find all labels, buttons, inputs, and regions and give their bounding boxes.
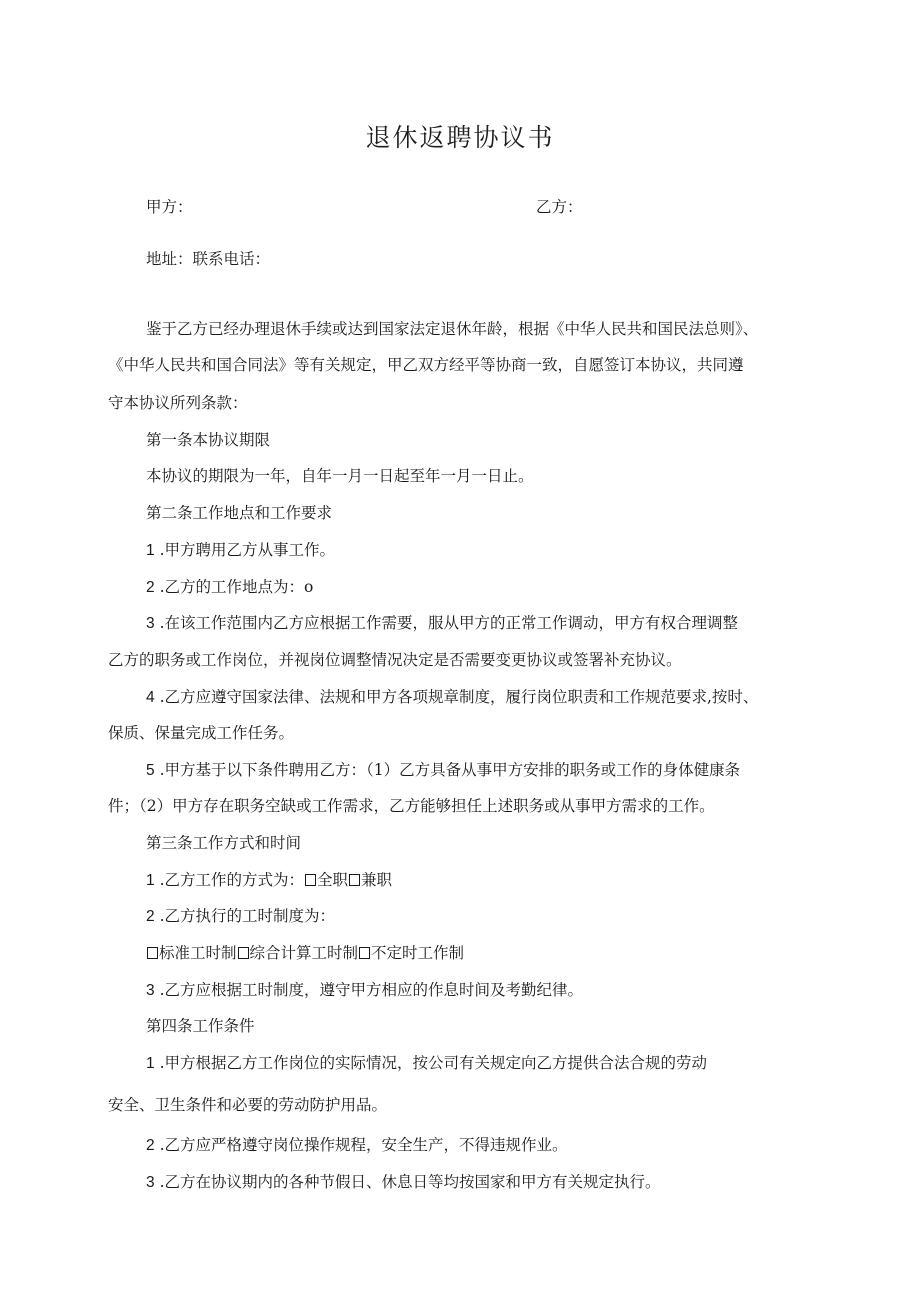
- article2-item-1: [146, 539, 335, 562]
- item-number: 2: [146, 1137, 155, 1154]
- option-label: 不定时工作制: [371, 944, 465, 962]
- item-number: 4: [146, 689, 155, 706]
- item-number: 5: [146, 762, 155, 779]
- preamble-line-2: 《中华人民共和国合同法》等有关规定，甲乙双方经平等协商一致，自愿签订本协议，共同遵: [108, 356, 744, 374]
- checkbox-comprehensive-hours[interactable]: [238, 947, 249, 959]
- option-label: 综合计算工时制: [249, 944, 359, 962]
- item-text: .乙方执行的工时制度为：: [159, 907, 335, 925]
- item-text: .乙方应遵守国家法律、法规和甲方各项规章制度，履行岗位职责和工作规范要求,按时、: [159, 688, 759, 706]
- article2-item-4: [146, 686, 758, 709]
- work-hours-options: [146, 942, 464, 964]
- checkbox-flexible-hours[interactable]: [359, 947, 370, 959]
- item-text: .甲方根据乙方工作岗位的实际情况，按公司有关规定向乙方提供合法合规的劳动: [159, 1054, 707, 1072]
- preamble-line-3: 守本协议所列条款：: [108, 394, 248, 412]
- article2-item-4-cont: 保质、保量完成工作任务。: [108, 724, 295, 742]
- item-text: .甲方聘用乙方从事工作。: [159, 541, 335, 559]
- party-b-label: 乙方：: [536, 198, 583, 216]
- document-title: 退休返聘协议书: [365, 123, 555, 152]
- item-text: .甲方基于以下条件聘用乙方：（1）乙方具备从事甲方安排的职务或工作的身体健康条: [159, 761, 741, 779]
- item-number: 2: [146, 908, 155, 925]
- option-label: 兼职: [361, 871, 393, 889]
- article3-item-3: [146, 979, 583, 1002]
- item-text: .在该工作范围内乙方应根据工作需要，服从甲方的正常工作调动，甲方有权合理调整: [159, 614, 738, 632]
- option-label: 标准工时制: [159, 944, 237, 962]
- article2-item-5-cont: 件；（2）甲方存在职务空缺或工作需求，乙方能够担任上述职务或从事甲方需求的工作。: [108, 797, 715, 815]
- item-text: .乙方的工作地点为：o: [159, 578, 314, 596]
- article2-item-3-cont: 乙方的职务或工作岗位，并视岗位调整情况决定是否需要变更协议或签署补充协议。: [108, 651, 682, 669]
- checkbox-full-time[interactable]: [305, 874, 316, 886]
- checkbox-standard-hours[interactable]: [147, 947, 158, 959]
- item-number: 3: [146, 1174, 155, 1191]
- item-number: 1: [146, 872, 155, 889]
- article3-item-2: [146, 905, 335, 928]
- article4-heading: 第四条工作条件: [146, 1017, 255, 1035]
- item-number: 1: [146, 542, 155, 559]
- address-line: 地址：联系电话：: [146, 250, 271, 268]
- item-number: 3: [146, 982, 155, 999]
- article4-item-1: [146, 1052, 707, 1075]
- article3-item-1: [146, 869, 392, 892]
- option-label: 全职: [317, 871, 349, 889]
- item-number: 1: [146, 1055, 155, 1072]
- article4-item-2: [146, 1134, 568, 1157]
- article1-body: 本协议的期限为一年，自年一月一日起至年一月一日止。: [146, 467, 534, 485]
- article2-item-5: [146, 759, 740, 782]
- item-number: 2: [146, 579, 155, 596]
- article1-heading: 第一条本协议期限: [146, 431, 271, 449]
- article2-heading: 第二条工作地点和工作要求: [146, 504, 333, 522]
- article2-item-2: [146, 576, 313, 599]
- article4-item-1-cont: 安全、卫生条件和必要的劳动防护用品。: [108, 1096, 388, 1114]
- item-number: 3: [146, 615, 155, 632]
- article4-item-3: [146, 1171, 661, 1194]
- article3-heading: 第三条工作方式和时间: [146, 834, 302, 852]
- party-a-label: 甲方：: [146, 198, 193, 216]
- preamble-line-1: 鉴于乙方已经办理退休手续或达到国家法定退休年龄，根据《中华人民共和国民法总则》、: [146, 320, 759, 338]
- item-text: .乙方工作的方式为：: [159, 871, 304, 889]
- item-text: .乙方应根据工时制度，遵守甲方相应的作息时间及考勤纪律。: [159, 981, 583, 999]
- item-text: .乙方在协议期内的各种节假日、休息日等均按国家和甲方有关规定执行。: [159, 1173, 661, 1191]
- item-text: .乙方应严格遵守岗位操作规程，安全生产，不得违规作业。: [159, 1136, 568, 1154]
- article2-item-3: [146, 612, 738, 635]
- checkbox-part-time[interactable]: [349, 874, 360, 886]
